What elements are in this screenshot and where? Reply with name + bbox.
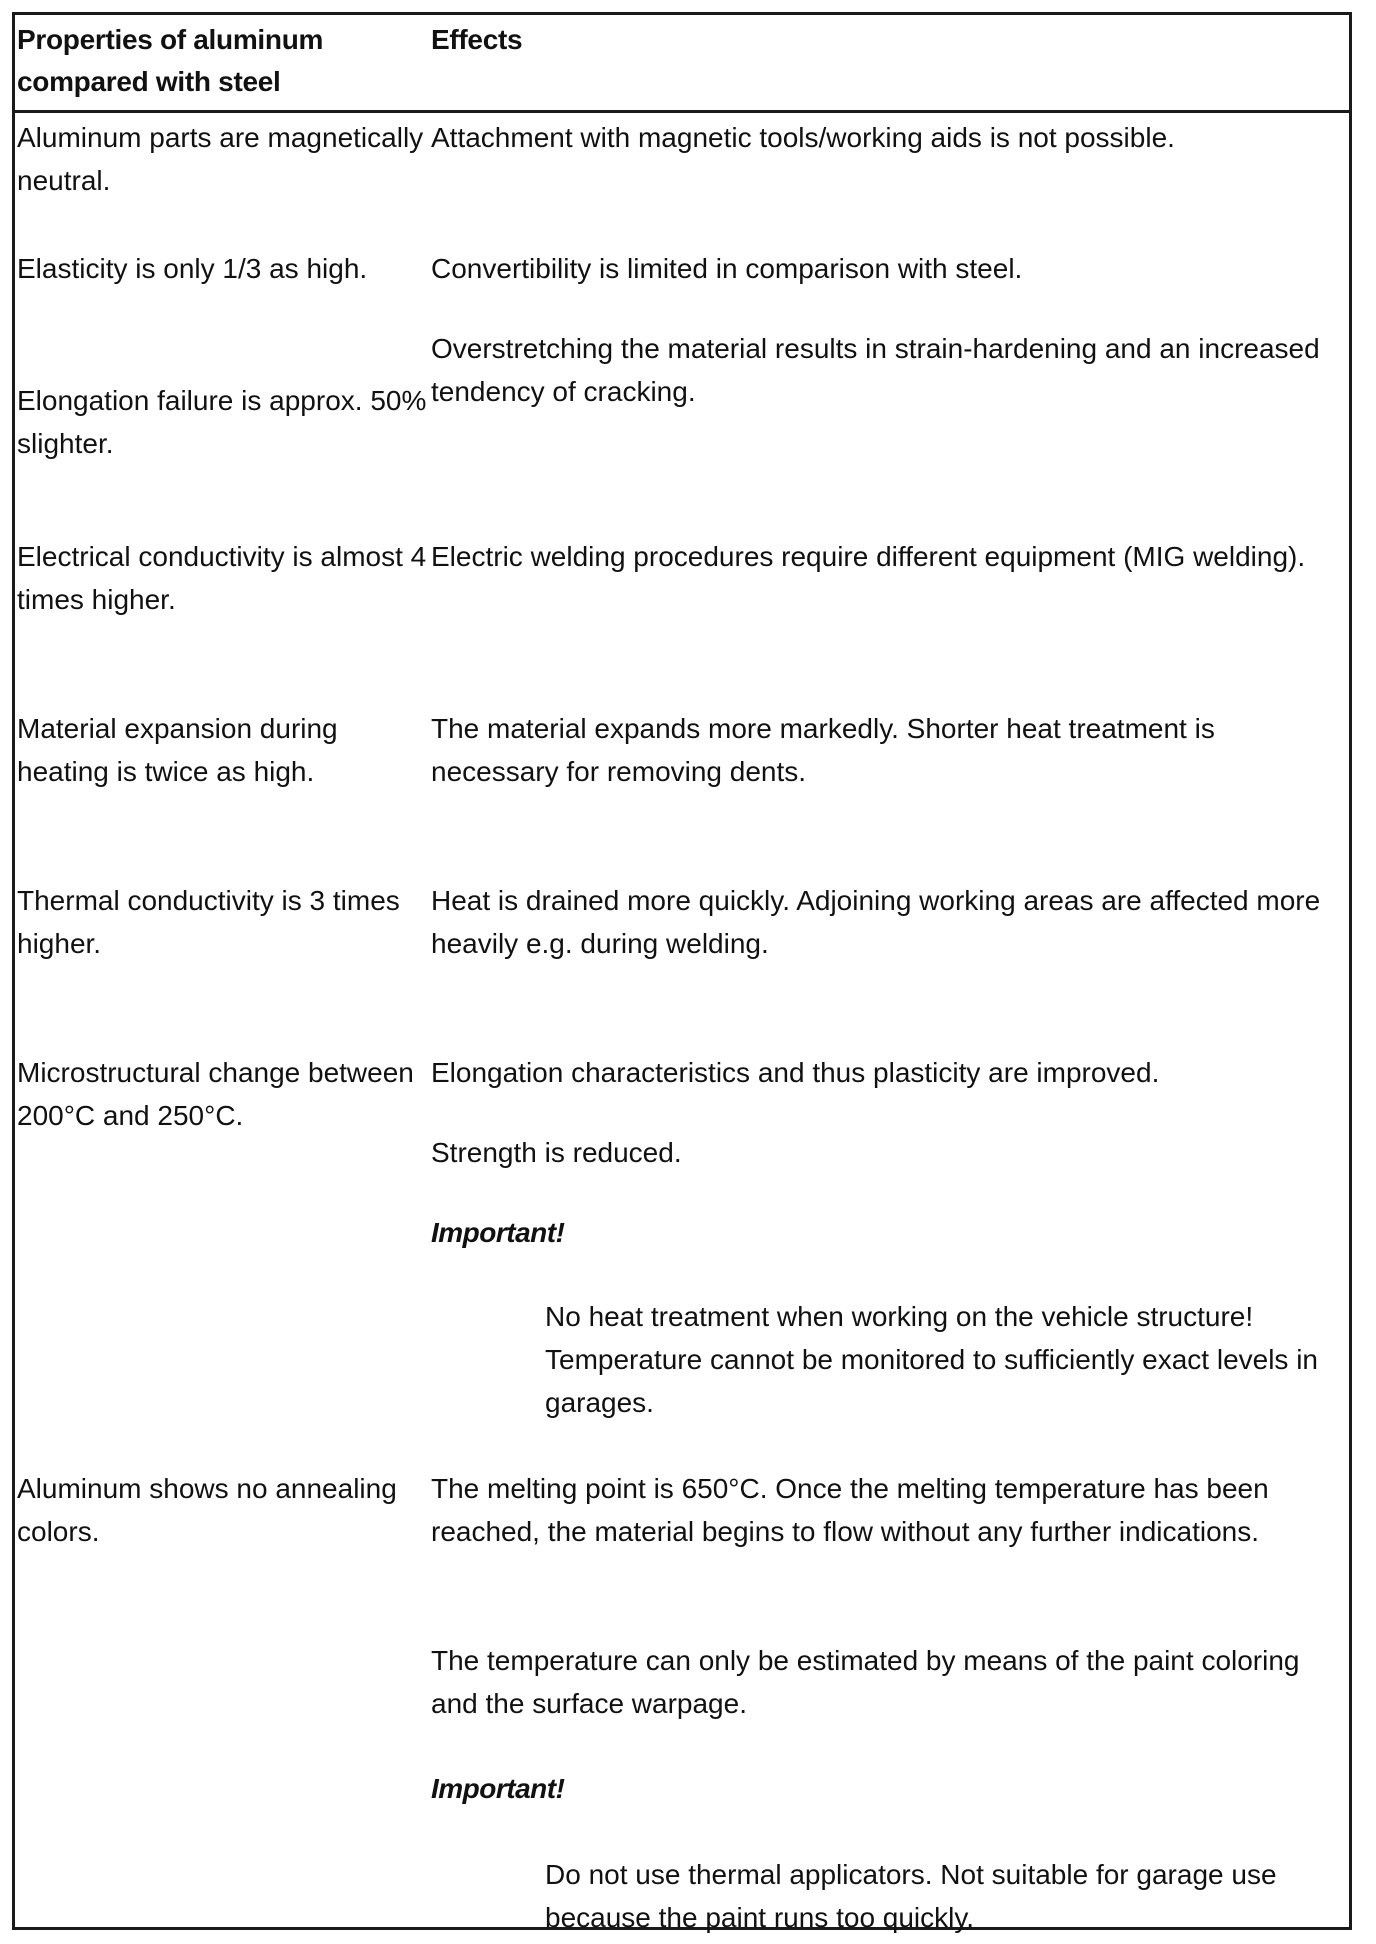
effect-temperature-estimate: The temperature can only be estimated by means of the paint coloring and the surface warpage.: [431, 1645, 1300, 1719]
effect-plasticity: Elongation characteristics and thus plasticity are improved.: [431, 1057, 1160, 1088]
effect-overstretching: Overstretching the material results in strain-hardening and an increased tendency of cracking.: [431, 333, 1320, 407]
effect-convertibility: Convertibility is limited in comparison with steel.: [431, 253, 1023, 284]
important-label: Important!: [431, 1217, 565, 1248]
effect-heat-drain: Heat is drained more quickly. Adjoining working areas are affected more heavily e.g. during welding.: [431, 885, 1321, 959]
header-effects: Effects: [431, 24, 523, 55]
header-properties: Properties of aluminum compared with steel: [17, 24, 324, 97]
property-annealing: Aluminum shows no annealing colors.: [17, 1473, 397, 1547]
properties-table: [12, 12, 1352, 1933]
property-thermal: Thermal conductivity is 3 times higher.: [17, 885, 400, 959]
property-electrical: Electrical conductivity is almost 4 times higher.: [17, 541, 427, 615]
property-elasticity: Elasticity is only 1/3 as high.: [17, 253, 368, 284]
property-expansion: Material expansion during heating is twice as high.: [17, 713, 338, 787]
property-microstructure: Microstructural change between 200°C and 250°C.: [17, 1057, 414, 1131]
effect-magnetic: Attachment with magnetic tools/working aids is not possible.: [431, 122, 1175, 153]
header-divider: [15, 110, 1349, 113]
effect-melting-point: The melting point is 650°C. Once the melting temperature has been reached, the material begins to flow without any further indications.: [431, 1473, 1269, 1547]
effect-expansion: The material expands more markedly. Shorter heat treatment is necessary for removing dents.: [431, 713, 1215, 787]
important-note: Do not use thermal applicators. Not suitable for garage use because the paint runs too quickly.: [545, 1859, 1277, 1933]
property-elongation: Elongation failure is approx. 50% slighter.: [17, 385, 427, 459]
property-magnetic: Aluminum parts are magnetically neutral.: [17, 122, 424, 196]
important-note: No heat treatment when working on the vehicle structure! Temperature cannot be monitored to sufficiently exact levels in garages.: [545, 1301, 1319, 1418]
effect-strength: Strength is reduced.: [431, 1137, 682, 1168]
important-label: Important!: [431, 1773, 565, 1804]
effect-welding: Electric welding procedures require different equipment (MIG welding).: [431, 541, 1306, 572]
